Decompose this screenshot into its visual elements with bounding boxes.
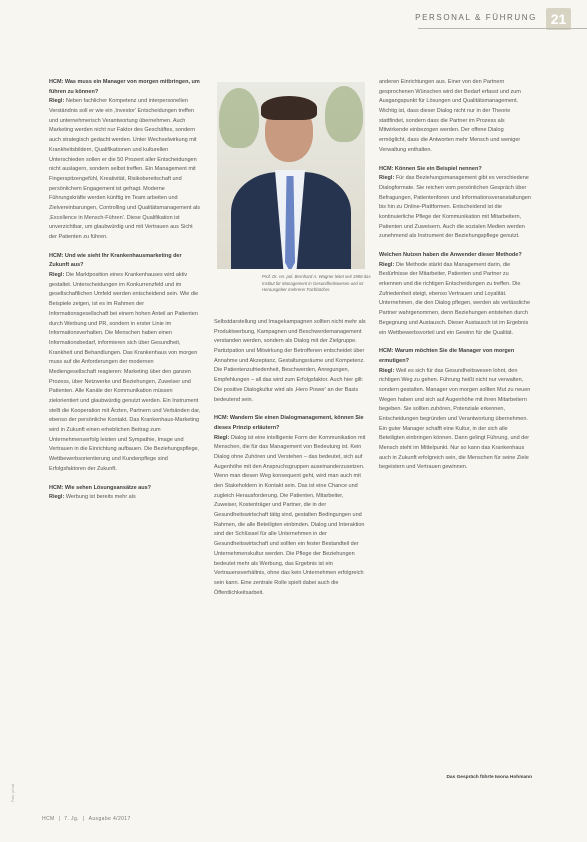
- answer-text: Die Marktposition eines Krankenhauses wird aktiv gestaltet. Unterscheidungen im Konkurrenzfeld und im gesellschaftlichen Umfeld werden entscheidend sein. Wie die Beispiele zeigen, ist es im Rahmen der Informationsgesellschaft bei einem hohen Anteil an Patienten durch Werbung und PR, sondern in erster Linie im Informationsverhalten. Die Menschen haben einen Informationsbedarf, informieren sich über Gesundheit, Krankheit und Behandlungen. Das Krankenhaus von morgen muss auf die Anforderungen der modernen Mediengesellschaft reagieren: Marketing über den ganzen Prozess, über Netzwerke und Beziehungen, Zuweiser und Patienten. Alle Kanäle der Kommunikation müssen zielorientiert und glaubwürdig genutzt werden. Ein Instrument stellt die Kooperation mit Ärzten, Partnern und Verbänden dar, ebenso der persönliche Kontakt. Das Krankenhaus-Marketing wird in Zukunft einen erheblichen Beitrag zum Unternehmenserfolg leisten und Sympathie, Image und Vertrauen in die Einrichtung aufbauen. Die Beziehungspflege, Wettbewerbsorientierung und Kundenpflege sind Erfolgsfaktoren der Zukunft.: [49, 272, 201, 472]
- footer-edition: Ausgabe 4/2017: [88, 816, 131, 822]
- answer-speaker: Riegl:: [49, 494, 65, 501]
- paragraph: [49, 252, 201, 475]
- footer-volume: 7. Jg.: [64, 816, 79, 822]
- answer-text: Weil es sich für das Gesundheitswesen lohnt, den richtigen Weg zu gehen. Führung heißt nicht nur verwalten, sondern gestalten. Manager von morgen sollten Mut zu neuen Wegen haben und sich auf Augenhöhe mit ihren Mitarbeitern begeben. Sie sollten zuhören, Potenziale erkennen, Entscheidungen begründen und Verantwortung übernehmen. Ein guter Manager schafft eine Kultur, in der sich alle Beteiligten einbringen können. Dann gelingt Führung, und der Mensch steht im Mittelpunkt. Nur so kann das Krankenhaus auch in Zukunft erfolgreich sein, die Menschen für seine Ziele begeistern und Vertrauen gewinnen.: [379, 367, 531, 471]
- footer-magazine: HCM: [42, 816, 55, 822]
- answer-speaker: Riegl:: [379, 367, 395, 374]
- paragraph: [49, 484, 201, 503]
- answer-text: anderen Einrichtungen aus. Einer von den Partnern gesprochenen Wünschen wird der Bedarf erfasst und zum Ausgangspunkt für Lösungen und Qualitätsmanagement. Wichtig ist, dass dieser Dialog nicht nur in der Theorie stattfindet, sondern dass die Partner im Prozess als Mitwirkende einbezogen werden. Der offene Dialog ermöglicht, dass die Antworten mehr Mensch und weniger Verwaltung enthalten.: [379, 79, 521, 153]
- tie-shape: [285, 176, 295, 269]
- paragraph: [379, 78, 531, 156]
- page-number-badge: 21: [546, 8, 571, 30]
- interview-question: Welchen Nutzen haben die Anwender dieser Methode?: [379, 252, 522, 258]
- paragraph: [214, 414, 366, 598]
- interview-question: HCM: Was muss ein Manager von morgen mitbringen, um führen zu können?: [49, 79, 200, 95]
- paragraph: [49, 78, 201, 243]
- header-rule: [418, 28, 587, 29]
- hair-shape: [261, 96, 317, 120]
- answer-text: Neben fachlicher Kompetenz und interpersonellen Verständnis soll er wie ein ‚Investor' Entscheidungen treffen und unternehmerisch Verantwortung übernehmen. Auch Marketing werden nicht nur Faktor des Geschäftes, sondern auch strategisch gedacht werden. Unter Wechselwirkung mit Krankheitsbildern, Qualifikationen und kulturellen Unterschieden sollen er die 50 Prozent aller Entscheidungen nicht auslagern, sondern selbst treffen. Ein Management mit Fingerspitzengefühl, Kreativität, Risikobereitschaft und persönlichem Engagement ist gefragt. Moderne Führungskräfte werden künftig im Team arbeiten und Zielvereinbarungen, Controlling und Qualitätsmanagement als ‚Excellence in Mensch-Führen'. Diese Qualifikation ist unverzichtbar, um glaubwürdig und mit Vertrauen aus Sicht der Patienten zu führen.: [49, 98, 201, 240]
- column-3: [379, 78, 531, 790]
- interview-question: HCM: Wandern Sie einen Dialogmanagement, können Sie dieses Prinzip erläutern?: [214, 415, 364, 431]
- answer-text: Für das Beziehungsmanagement gibt es verschiedene Dialogformate. Sie reichen vom persönlichen Gespräch über Befragungen, Patientenforen und Informationsveranstaltungen bis hin zu Online-Plattformen. Entscheidend ist die kontinuierliche Pflege der Kommunikation mit Mitarbeitern, Patienten und Zuweisern. Auch die sozialen Medien werden zunehmend als Instrument der Beziehungspflege genutzt.: [379, 175, 531, 240]
- page-footer: HCM | 7. Jg. | Ausgabe 4/2017: [42, 816, 131, 822]
- portrait-photo: [217, 82, 365, 269]
- paragraph: [379, 165, 531, 243]
- answer-speaker: Riegl:: [379, 261, 395, 268]
- paragraph: [379, 251, 531, 338]
- answer-speaker: Riegl:: [379, 175, 395, 182]
- answer-speaker: Riegl:: [214, 434, 230, 441]
- paragraph: [214, 318, 366, 405]
- answer-text: Selbstdarstellung und Imagekampagnen sollten nicht mehr als Produktwerbung, Kampagnen und Beschwerdemanagement verstanden werden, sondern als Dialog mit der Zielgruppe. Partizipation und Mitwirkung der Betroffenen entscheidet über Annahme und Akzeptanz, Gestaltungsräume und Kompetenz. Die Patientenzufriedenheit, Beschwerden, Anregungen, Empfehlungen – all das wird zum Erfolgsfaktor. Auch hier gilt: Die positive Dialogkultur wird als ‚Hero Power' an der Basis bedeutend sein.: [214, 319, 366, 403]
- answer-text: Die Methode stärkt das Management darin, die Bedürfnisse der Mitarbeiter, Patienten und Partner zu erkennen und die richtigen Entscheidungen zu treffen. Die Zufriedenheit steigt, ebenso Vertrauen und Loyalität. Unternehmen, die den Dialog pflegen, werden als verlässliche Partner wahrgenommen, denn Beziehungen entstehen durch Begegnung und Austausch. Dieser Austausch ist im Ergebnis ein Wettbewerbsvorteil und ein Gewinn für die Qualität.: [379, 261, 531, 336]
- answer-text: Dialog ist eine intelligente Form der Kommunikation mit Menschen, die für das Management von Bedeutung ist. Kein Dialog ohne Zuhören und Verstehen – das bedeutet, sich auf Augenhöhe mit den Anspruchsgruppen auseinanderzusetzen. Wenn man diesen Weg konsequent geht, wird man auch mit den Stakeholdern in Kontakt sein. Das ist eine Chance und zugleich Herausforderung. Die Patienten, Mitarbeiter, Zuweiser, Kostenträger und Partner, die in der Gesundheitswirtschaft tätig sind, gestalten Bedingungen und Rahmen, die alle Beteiligten einbinden. Dialog und Interaktion sind der Schlüssel für alle Unternehmen in der Gesundheitswirtschaft und sollten ein fester Bestandteil der Unternehmenskultur werden. Die Pflege der Beziehungen bedeutet mehr als Werbung, das Ergebnis ist ein Vertrauensverhältnis, ohne das kein Unternehmen erfolgreich sein kann. Eine zentrale Rolle spielt dabei auch die Öffentlichkeitsarbeit.: [214, 434, 366, 596]
- column-2: [214, 318, 366, 788]
- plant-left: [219, 88, 259, 148]
- interview-question: HCM: Und wie sieht Ihr Krankenhausmarketing der Zukunft aus?: [49, 252, 182, 269]
- answer-speaker: Riegl:: [49, 272, 65, 279]
- column-1: [49, 78, 201, 778]
- answer-text: Werbung ist bereits mehr als: [65, 494, 136, 501]
- photo-credit: Foto: privat: [11, 784, 15, 802]
- paragraph: [379, 347, 531, 473]
- interview-question: HCM: Können Sie ein Beispiel nennen?: [379, 165, 482, 172]
- interview-question: HCM: Warum möchten Sie die Manager von morgen ermutigen?: [379, 348, 515, 364]
- interview-signature: Das Gespräch führte Iwona Hohmann: [446, 775, 532, 780]
- answer-speaker: Riegl:: [49, 98, 65, 105]
- plant-right: [325, 86, 363, 142]
- photo-caption: Prof. Dr. rer. pol. Bernhard A. Wagner leitet seit 1988 das Institut für Management in Gesundheitswesen und ist Herausgeber mehrerer Fachbücher.: [262, 274, 371, 293]
- interview-question: HCM: Wie sehen Lösungsansätze aus?: [49, 484, 152, 491]
- section-title: PERSONAL & FÜHRUNG: [415, 13, 537, 22]
